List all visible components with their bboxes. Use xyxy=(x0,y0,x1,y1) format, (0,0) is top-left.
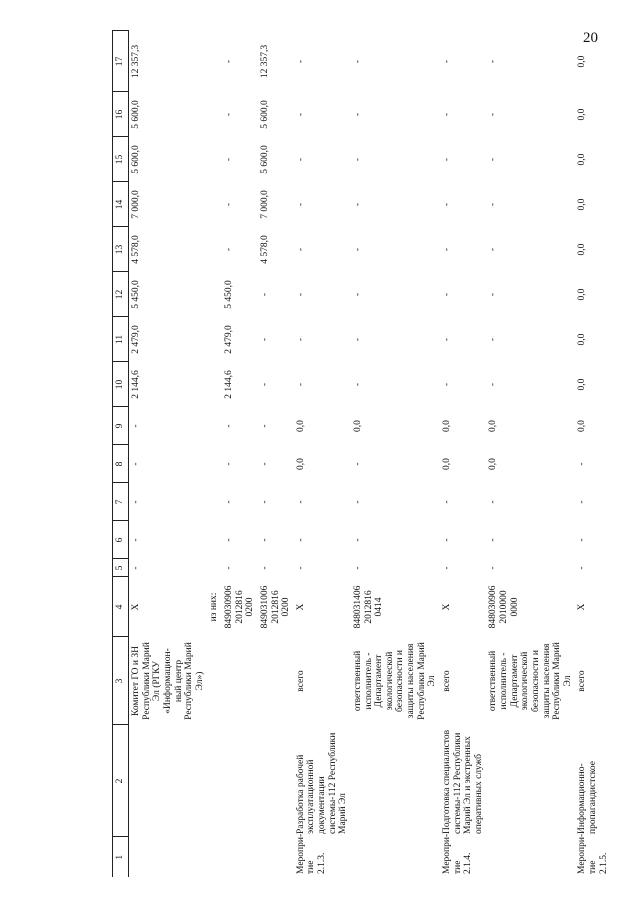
amount-cell: - xyxy=(352,382,363,387)
column-number: 2 xyxy=(113,725,129,837)
amount-cell: - xyxy=(131,462,141,466)
executor: всего xyxy=(295,670,306,692)
amount-cell: - xyxy=(259,424,270,428)
amount-cell: 0,0 xyxy=(441,420,452,432)
column-number: 9 xyxy=(113,407,129,445)
column-number: 14 xyxy=(113,182,129,227)
amount-cell: 0,0 xyxy=(577,55,588,68)
amount-cell xyxy=(207,92,222,137)
amount-cell: - xyxy=(352,202,363,207)
measure-code: Меропри-тие 2.1.4. xyxy=(441,833,474,874)
amount-cell: - xyxy=(295,382,306,387)
amount-cell: - xyxy=(488,566,499,570)
amount-cell: - xyxy=(352,566,363,570)
table-row xyxy=(207,31,222,877)
amount-cell: 2 144,6 xyxy=(131,370,141,399)
amount-cell: - xyxy=(488,500,499,504)
amount-cell: 7 000,0 xyxy=(259,190,270,219)
amount-cell: - xyxy=(488,112,499,117)
measure-code: Меропри-тие 2.1.3. xyxy=(295,833,327,874)
table-row xyxy=(575,31,611,877)
amount-cell: 0,0 xyxy=(577,420,588,432)
amount-cell: - xyxy=(224,566,234,570)
amount-cell: - xyxy=(352,157,363,162)
amount-cell: - xyxy=(224,462,234,466)
amount-cell: 0,0 xyxy=(488,420,499,432)
executor: ответственный исполнитель - Департамент экологической безопасности и защиты населения Республики Марий Эл xyxy=(488,642,573,720)
rotated-table-container xyxy=(112,31,639,877)
amount-cell xyxy=(207,407,222,445)
amount-cell: - xyxy=(488,337,499,342)
budget-code: X xyxy=(131,603,141,611)
amount-cell: 2 479,0 xyxy=(131,325,141,354)
column-number: 17 xyxy=(113,31,129,92)
column-number: 11 xyxy=(113,317,129,362)
amount-cell: - xyxy=(224,202,234,207)
amount-cell: - xyxy=(295,566,306,570)
measure-name: Подготовка специалистов системы-112 Республики Марий Эл и экстренных оперативных служб xyxy=(441,729,484,834)
amount-cell: - xyxy=(352,462,363,466)
executor: всего xyxy=(577,670,588,692)
amount-cell: - xyxy=(131,424,141,428)
budget-code: 849030906 2012816 0200 xyxy=(224,585,256,629)
amount-cell: - xyxy=(352,500,363,504)
amount-cell: - xyxy=(441,382,452,387)
amount-cell: - xyxy=(295,538,306,542)
amount-cell: - xyxy=(352,59,363,64)
amount-cell: 4 578,0 xyxy=(131,235,141,264)
measure-code xyxy=(129,837,208,877)
amount-cell: - xyxy=(295,112,306,117)
amount-cell: - xyxy=(577,566,588,570)
table-row xyxy=(351,31,440,877)
table-row xyxy=(258,31,294,877)
amount-cell: - xyxy=(259,538,270,542)
budget-code: X xyxy=(295,603,306,611)
column-number: 5 xyxy=(113,559,129,577)
amount-cell: - xyxy=(295,500,306,504)
amount-cell: - xyxy=(577,500,588,504)
amount-cell: - xyxy=(441,112,452,117)
amount-cell: 5 450,0 xyxy=(224,280,234,309)
amount-cell: - xyxy=(131,500,141,504)
measure-code: Меропри-тие 2.1.5. xyxy=(577,833,609,874)
amount-cell: 5 600,0 xyxy=(131,145,141,174)
column-number: 1 xyxy=(113,837,129,877)
column-number: 7 xyxy=(113,483,129,521)
amount-cell: 5 600,0 xyxy=(259,100,270,129)
budget-code: 848030906 2010000 0000 xyxy=(488,585,520,629)
executor: Комитет ГО и ЗН Республики Марий Эл (РГКУ «Информацион-ный центр Республики Марий Эл») xyxy=(131,642,205,720)
amount-cell: 2 144,6 xyxy=(224,370,234,399)
amount-cell: 2 479,0 xyxy=(224,325,234,354)
column-number: 15 xyxy=(113,137,129,182)
amount-cell xyxy=(207,317,222,362)
budget-code: X xyxy=(577,603,588,611)
amount-cell: - xyxy=(441,59,452,64)
amount-cell: 0,0 xyxy=(577,333,588,346)
measure-name: Информационно-пропагандистское xyxy=(577,761,598,834)
table-row xyxy=(440,31,487,877)
amount-cell: 0,0 xyxy=(577,108,588,121)
amount-cell: 5 600,0 xyxy=(131,100,141,129)
budget-code: 849031006 2012816 0200 xyxy=(259,585,292,629)
amount-cell: - xyxy=(131,566,141,570)
amount-cell: - xyxy=(295,202,306,207)
amount-cell: - xyxy=(352,247,363,252)
column-number: 13 xyxy=(113,227,129,272)
column-number: 6 xyxy=(113,521,129,559)
page-number: 20 xyxy=(583,30,598,46)
budget-table xyxy=(112,31,611,878)
measure-name: Разработка рабочей эксплуатационной документации системы-112 Республики Марий Эл xyxy=(295,732,349,834)
column-number: 10 xyxy=(113,362,129,407)
measure-name xyxy=(222,725,258,837)
column-number: 12 xyxy=(113,272,129,317)
amount-cell: - xyxy=(441,337,452,342)
amount-cell xyxy=(207,227,222,272)
amount-cell: - xyxy=(259,566,270,570)
amount-cell xyxy=(207,362,222,407)
amount-cell: - xyxy=(488,157,499,162)
amount-cell: 0,0 xyxy=(577,198,588,211)
amount-cell: 0,0 xyxy=(352,420,363,432)
measure-code xyxy=(351,837,440,877)
amount-cell: - xyxy=(259,500,270,504)
measure-name xyxy=(129,725,208,837)
amount-cell: - xyxy=(224,538,234,542)
amount-cell xyxy=(207,31,222,92)
amount-cell: - xyxy=(441,538,452,542)
amount-cell: - xyxy=(224,59,234,64)
amount-cell: 0,0 xyxy=(577,243,588,256)
amount-cell: 5 600,0 xyxy=(259,145,270,174)
amount-cell: 4 578,0 xyxy=(259,235,270,264)
budget-code: 848031406 2012816 0414 xyxy=(352,585,385,629)
amount-cell xyxy=(207,137,222,182)
amount-cell: 0,0 xyxy=(295,420,306,432)
amount-cell: - xyxy=(295,337,306,342)
amount-cell: - xyxy=(488,247,499,252)
measure-name xyxy=(207,725,222,837)
amount-cell: - xyxy=(224,157,234,162)
measure-name xyxy=(486,725,575,837)
amount-cell: - xyxy=(441,500,452,504)
table-row xyxy=(129,31,208,877)
measure-name xyxy=(351,725,440,837)
amount-cell: - xyxy=(352,337,363,342)
amount-cell xyxy=(207,521,222,559)
executor: всего xyxy=(441,670,452,692)
column-number: 16 xyxy=(113,92,129,137)
amount-cell: - xyxy=(488,292,499,297)
amount-cell xyxy=(207,445,222,483)
measure-name xyxy=(258,725,294,837)
executor xyxy=(222,637,258,725)
measure-code xyxy=(222,837,258,877)
executor: ответственный исполнитель - Департамент экологической безопасности и защиты населения Республики Марий Эл xyxy=(352,642,438,720)
amount-cell: - xyxy=(441,292,452,297)
table-body xyxy=(113,31,612,877)
amount-cell: - xyxy=(295,292,306,297)
amount-cell: - xyxy=(259,292,270,297)
measure-code xyxy=(486,837,575,877)
column-number: 8 xyxy=(113,445,129,483)
amount-cell: - xyxy=(295,59,306,64)
column-number: 3 xyxy=(113,637,129,725)
amount-cell: - xyxy=(488,59,499,64)
amount-cell: - xyxy=(441,247,452,252)
amount-cell xyxy=(207,272,222,317)
amount-cell: 0,0 xyxy=(577,288,588,301)
amount-cell: - xyxy=(441,566,452,570)
amount-cell: - xyxy=(295,247,306,252)
amount-cell: - xyxy=(352,538,363,542)
measure-code xyxy=(207,837,222,877)
amount-cell: 0,0 xyxy=(577,378,588,391)
amount-cell: - xyxy=(259,382,270,387)
amount-cell xyxy=(207,182,222,227)
executor xyxy=(258,637,294,725)
amount-cell: - xyxy=(577,462,588,466)
budget-code: X xyxy=(441,603,452,611)
budget-code: из них: xyxy=(209,592,220,622)
amount-cell: - xyxy=(224,247,234,252)
amount-cell: - xyxy=(488,202,499,207)
amount-cell: 5 450,0 xyxy=(131,280,141,309)
amount-cell: 12 357,3 xyxy=(131,44,141,79)
amount-cell: - xyxy=(224,112,234,117)
amount-cell: 12 357,3 xyxy=(259,44,270,79)
amount-cell: 7 000,0 xyxy=(131,190,141,219)
amount-cell: - xyxy=(259,462,270,466)
amount-cell: - xyxy=(488,382,499,387)
amount-cell: - xyxy=(352,292,363,297)
amount-cell xyxy=(207,483,222,521)
amount-cell: - xyxy=(224,500,234,504)
column-number-row xyxy=(113,31,129,877)
measure-code xyxy=(258,837,294,877)
amount-cell: - xyxy=(352,112,363,117)
amount-cell: - xyxy=(295,157,306,162)
table-row xyxy=(222,31,258,877)
amount-cell: - xyxy=(224,424,234,428)
amount-cell: - xyxy=(577,538,588,542)
amount-cell: 0,0 xyxy=(488,458,499,470)
column-number: 4 xyxy=(113,577,129,637)
table-row xyxy=(486,31,575,877)
amount-cell: - xyxy=(441,202,452,207)
amount-cell: - xyxy=(441,157,452,162)
amount-cell: 0,0 xyxy=(577,153,588,166)
table-row xyxy=(294,31,351,877)
amount-cell xyxy=(207,559,222,577)
executor xyxy=(207,637,222,725)
amount-cell: - xyxy=(131,538,141,542)
amount-cell: - xyxy=(488,538,499,542)
amount-cell: - xyxy=(259,337,270,342)
amount-cell: 0,0 xyxy=(441,458,452,470)
amount-cell: 0,0 xyxy=(295,458,306,470)
